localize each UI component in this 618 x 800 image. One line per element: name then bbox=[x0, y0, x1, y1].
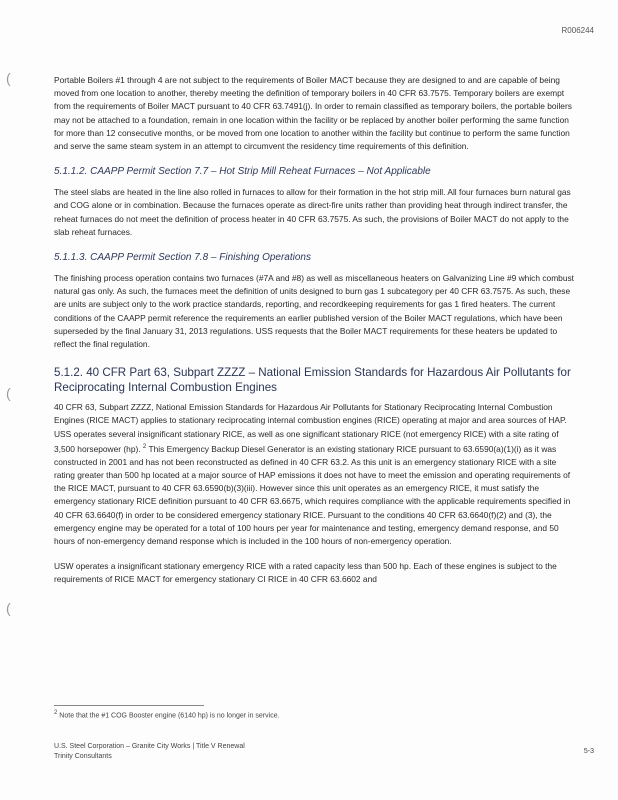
binder-hole-mark: ( bbox=[6, 600, 11, 616]
rice-text-part1: 40 CFR 63, Subpart ZZZZ, National Emission Standards for Hazardous Air Pollutants for Stationary Reciprocating Internal Combustion Engines (RICE MACT) applies to stationary reciprocating internal combustion engines (RICE) operating at major and area sources of HAP. USS operates several insignificant stationary RICE, as well as one significant stationary RICE (not emergency RICE) with a site rating of 3,500 horsepower (hp). bbox=[54, 402, 567, 454]
footer-title: U.S. Steel Corporation – Granite City Works | Title V Renewal bbox=[54, 743, 245, 750]
document-body bbox=[54, 74, 574, 587]
rice-text-part2: This Emergency Backup Diesel Generator is an existing stationary RICE pursuant to 63.6590(a)(1)(i) as it was constructed in 2001 and has not been reconstructed as defined in 40 CFR 63.2. As this unit is an emergency stationary RICE with a site rating greater than 500 hp located at a major source of HAP emissions it does not have to meet the emission and operating requirements of the RICE MACT, pursuant to 40 CFR 63.6590(b)(3)(iii). However since this unit operates as an emergency RICE, it must satisfy the emergency stationary RICE definition pursuant to 40 CFR 63.6675, which requires compliance with the applicable requirements specified in 40 CFR 63.6640(f) in order to be considered emergency stationary RICE. Pursuant to the conditions 40 CFR 63.6640(f)(2) and (3), the emergency engine may be operated for a total of 100 hours per year for maintenance and testing, emergency demand response, and 50 hours of non-emergency demand response which is included in the 100 hours of non-emergency operation. bbox=[54, 443, 571, 547]
paragraph-portable-boilers: Portable Boilers #1 through 4 are not subject to the requirements of Boiler MACT because they are designed to and are capable of being moved from one location to another, thereby meeting the definition of temporary boilers in 40 CFR 63.7575. Temporary boilers are exempt from the requirements of Boiler MACT pursuant to 40 CFR 63.7491(j). In order to remain classified as temporary boilers, the portable boilers may not be attached to a foundation, remain in one location within the facility or be replaced by another boiler performing the same function for more than 12 consecutive months, or be moved from one location to another within the facility but continue to perform the same function and serve the same steam system in an attempt to circumvent the residency time requirements of this definition. bbox=[54, 75, 572, 152]
binder-hole-mark: ( bbox=[6, 385, 11, 401]
footer-company: Trinity Consultants bbox=[54, 753, 112, 760]
page-footer bbox=[54, 742, 245, 762]
footnote-divider bbox=[54, 705, 204, 706]
footnote-marker: 2 bbox=[142, 443, 147, 450]
footnote-number: 2 bbox=[54, 710, 58, 716]
paragraph-emergency-rice: USW operates a insignificant stationary emergency RICE with a rated capacity less than 500 hp. Each of these engines is subject to the requirements of RICE MACT for emergency stationary CI RICE in 40 CFR 63.6602 and bbox=[54, 561, 557, 585]
page-number: 5-3 bbox=[583, 748, 594, 755]
section-heading-rice-mact: 5.1.2. 40 CFR Part 63, Subpart ZZZZ – National Emission Standards for Hazardous Air Pollutants for Reciprocating Internal Combustion Engines bbox=[54, 366, 571, 395]
paragraph-finishing-operations: The finishing process operation contains two furnaces (#7A and #8) as well as miscellaneous heaters on Galvanizing Line #9 which combust natural gas only. As such, the furnaces meet the definition of units designed to burn gas 1 subcategory per 40 CFR 63.7575. As such, these are units are subject only to the work practice standards, reporting, and recordkeeping requirements for gas 1 fired heaters. The current conditions of the CAAPP permit reference the requirements an earlier published version of the Boiler MACT regulations, which have been superseded by the final January 31, 2013 regulations. USS requests that the Boiler MACT requirements for these heaters be updated to reflect the final regulation. bbox=[54, 273, 575, 350]
paragraph-rice-mact bbox=[54, 401, 574, 548]
footnote bbox=[54, 710, 280, 719]
footnote-text: Note that the #1 COG Booster engine (6140 hp) is no longer in service. bbox=[59, 712, 280, 720]
bates-number: R006244 bbox=[561, 26, 594, 35]
section-heading-finishing: 5.1.1.3. CAAPP Permit Section 7.8 – Finishing Operations bbox=[54, 252, 311, 264]
section-heading-reheat: 5.1.1.2. CAAPP Permit Section 7.7 – Hot Strip Mill Reheat Furnaces – Not Applicable bbox=[54, 166, 431, 178]
binder-hole-mark: ( bbox=[6, 70, 11, 86]
paragraph-reheat-furnaces: The steel slabs are heated in the line also rolled in furnaces to allow for their formation in the hot strip mill. All four furnaces burn natural gas and COG alone or in combination. Because the furnaces operate as direct-fire units rather than providing heat through indirect transfer, the reheat furnaces do not meet the definition of process heater in 40 CFR 63.7575. As such, the provisions of Boiler MACT do not apply to the slab reheat furnaces. bbox=[54, 187, 571, 237]
